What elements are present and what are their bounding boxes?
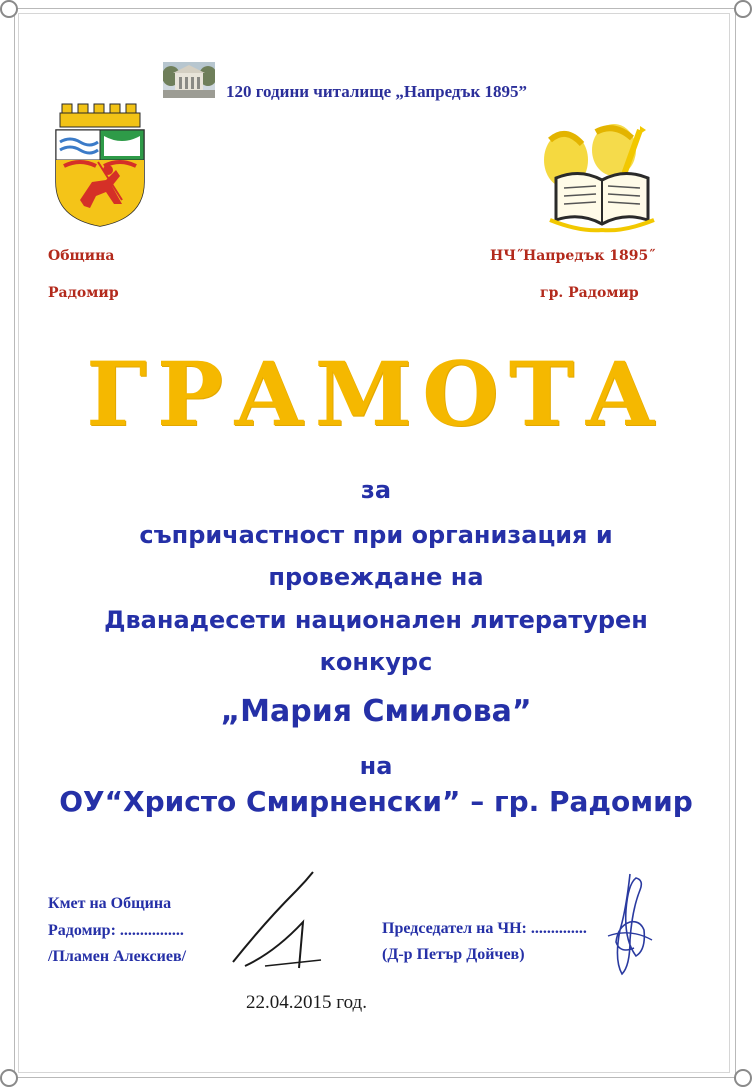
- mayor-name: /Пламен Алексиев/: [48, 948, 187, 965]
- community-center-photo: [163, 62, 215, 98]
- anniversary-heading: 120 години читалище „Напредък 1895”: [226, 82, 527, 101]
- certificate-line-2: провеждане на: [268, 563, 484, 591]
- mayor-signature-line: Радомир: ................: [48, 922, 184, 939]
- community-center-label-line1: НЧ˝Напредък 1895˝: [490, 248, 656, 264]
- corner-ornament-bottom-right: [734, 1069, 752, 1087]
- community-center-book-emblem: [536, 120, 666, 240]
- corner-ornament-bottom-left: [0, 1069, 18, 1087]
- certificate-line-to: на: [359, 752, 393, 780]
- radomir-coat-of-arms: [50, 100, 150, 230]
- certificate-title: ГРАМОТА: [86, 342, 666, 446]
- certificate-date: 22.04.2015 год.: [246, 992, 367, 1013]
- certificate-line-4: конкурс: [319, 648, 433, 676]
- mayor-handwritten-signature: [225, 862, 335, 977]
- municipality-label-line1: Община: [48, 248, 115, 264]
- corner-ornament-top-right: [734, 0, 752, 18]
- mayor-title: Кмет на Община: [48, 895, 172, 912]
- community-center-label-line2: гр. Радомир: [540, 285, 639, 301]
- recipient-name: ОУ“Христо Смирненски” – гр. Радомир: [59, 785, 693, 818]
- corner-ornament-top-left: [0, 0, 18, 18]
- contest-name: „Мария Смилова”: [220, 694, 532, 729]
- chairman-handwritten-signature: [600, 870, 660, 980]
- certificate-line-for: за: [360, 476, 392, 504]
- chairman-name: (Д-р Петър Дойчев): [382, 946, 525, 963]
- certificate-line-3: Дванадесети национален литературен: [104, 606, 648, 634]
- municipality-label-line2: Радомир: [48, 285, 119, 301]
- certificate-line-1: съпричастност при организация и: [139, 521, 613, 549]
- chairman-signature-line: Председател на ЧН: ..............: [382, 920, 587, 937]
